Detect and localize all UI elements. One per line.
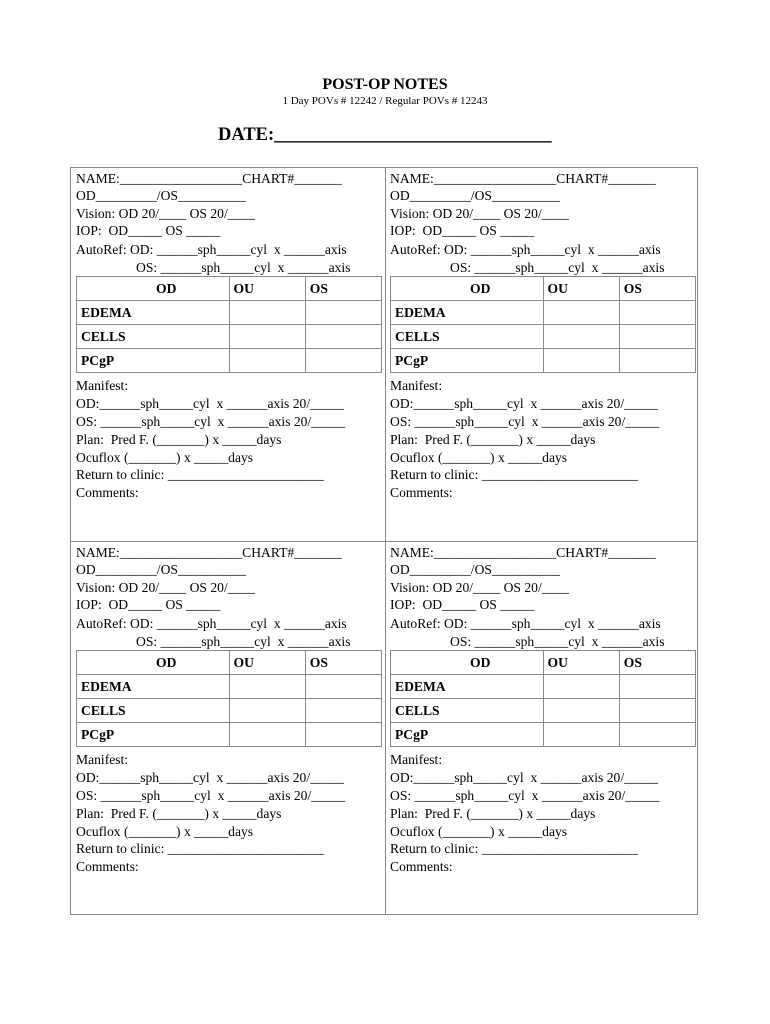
exam-table [76,276,382,373]
ocuflox-field[interactable]: Ocuflox (_______) x _____days [76,824,254,839]
table-cell[interactable] [229,723,305,747]
autoref-od-field[interactable]: AutoRef: OD: ______sph_____cyl x ______axis [390,616,661,631]
table-cell[interactable] [619,325,695,349]
iop-field[interactable]: IOP: OD_____ OS _____ [390,223,535,238]
iop-field[interactable]: IOP: OD_____ OS _____ [390,597,535,612]
table-header-os: OS [619,277,695,301]
manifest-od-field[interactable]: OD:______sph_____cyl x ______axis 20/_____ [76,396,345,411]
ocuflox-field[interactable]: Ocuflox (_______) x _____days [390,450,568,465]
table-row-label: EDEMA [391,675,544,699]
table-cell[interactable] [305,675,381,699]
vision-field[interactable]: Vision: OD 20/____ OS 20/____ [76,580,255,595]
autoref-od-field[interactable]: AutoRef: OD: ______sph_____cyl x ______axis [76,616,347,631]
table-cell[interactable] [543,349,619,373]
return-to-clinic-field[interactable]: Return to clinic: _______________________ [390,841,639,856]
table-cell[interactable] [619,699,695,723]
patient-note-section [71,168,383,540]
patient-note-section [71,542,383,914]
autoref-od-field[interactable]: AutoRef: OD: ______sph_____cyl x ______axis [390,242,661,257]
exam-table [76,650,382,747]
plan-field[interactable]: Plan: Pred F. (_______) x _____days [76,432,282,447]
table-header-ou: OU [229,651,305,675]
pov-codes: 1 Day POVs # 12242 / Regular POVs # 12243 [282,95,488,107]
manifest-od-field[interactable]: OD:______sph_____cyl x ______axis 20/_____ [76,770,345,785]
vision-field[interactable]: Vision: OD 20/____ OS 20/____ [76,206,255,221]
iop-field[interactable]: IOP: OD_____ OS _____ [76,597,221,612]
table-header-os: OS [305,651,381,675]
manifest-os-field[interactable]: OS: ______sph_____cyl x ______axis 20/_____ [390,414,660,429]
table-cell[interactable] [619,723,695,747]
comments-label[interactable]: Comments: [76,859,139,874]
ocuflox-field[interactable]: Ocuflox (_______) x _____days [390,824,568,839]
table-cell[interactable] [543,675,619,699]
od-os-field[interactable]: OD_________/OS__________ [76,562,246,577]
plan-field[interactable]: Plan: Pred F. (_______) x _____days [390,806,596,821]
table-row-label: CELLS [77,699,230,723]
table-header-od: OD [77,651,230,675]
vision-field[interactable]: Vision: OD 20/____ OS 20/____ [390,206,569,221]
table-header-od: OD [391,277,544,301]
table-row-label: EDEMA [77,301,230,325]
date-field[interactable]: DATE:______________________________ [218,125,552,145]
vision-field[interactable]: Vision: OD 20/____ OS 20/____ [390,580,569,595]
table-row-label: CELLS [391,699,544,723]
exam-table [390,650,696,747]
manifest-label: Manifest: [390,752,443,767]
od-os-field[interactable]: OD_________/OS__________ [390,188,560,203]
table-row-label: PCgP [391,723,544,747]
table-cell[interactable] [229,349,305,373]
comments-label[interactable]: Comments: [390,859,453,874]
manifest-label: Manifest: [390,378,443,393]
table-row-label: EDEMA [77,675,230,699]
patient-note-section [385,542,697,914]
manifest-os-field[interactable]: OS: ______sph_____cyl x ______axis 20/_____ [76,414,346,429]
name-chart-field[interactable]: NAME:__________________CHART#_______ [390,545,656,560]
table-row-label: CELLS [391,325,544,349]
table-row-label: PCgP [391,349,544,373]
table-cell[interactable] [543,325,619,349]
table-cell[interactable] [619,349,695,373]
table-cell[interactable] [543,723,619,747]
table-header-os: OS [619,651,695,675]
table-cell[interactable] [229,325,305,349]
table-header-os: OS [305,277,381,301]
table-cell[interactable] [305,699,381,723]
od-os-field[interactable]: OD_________/OS__________ [390,562,560,577]
autoref-os-field[interactable]: OS: ______sph_____cyl x ______axis [450,634,665,649]
table-header-od: OD [77,277,230,301]
manifest-label: Manifest: [76,752,129,767]
table-cell[interactable] [305,301,381,325]
manifest-os-field[interactable]: OS: ______sph_____cyl x ______axis 20/_____ [76,788,346,803]
plan-field[interactable]: Plan: Pred F. (_______) x _____days [390,432,596,447]
name-chart-field[interactable]: NAME:__________________CHART#_______ [390,171,656,186]
return-to-clinic-field[interactable]: Return to clinic: _______________________ [76,841,325,856]
table-row-label: PCgP [77,349,230,373]
page-title: POST-OP NOTES [322,76,448,93]
comments-label[interactable]: Comments: [76,485,139,500]
autoref-od-field[interactable]: AutoRef: OD: ______sph_____cyl x ______axis [76,242,347,257]
table-header-ou: OU [543,651,619,675]
table-cell[interactable] [305,349,381,373]
table-cell[interactable] [543,699,619,723]
ocuflox-field[interactable]: Ocuflox (_______) x _____days [76,450,254,465]
table-cell[interactable] [229,699,305,723]
table-header-od: OD [391,651,544,675]
table-row-label: PCgP [77,723,230,747]
autoref-os-field[interactable]: OS: ______sph_____cyl x ______axis [136,634,351,649]
table-cell[interactable] [619,301,695,325]
table-row-label: CELLS [77,325,230,349]
plan-field[interactable]: Plan: Pred F. (_______) x _____days [76,806,282,821]
comments-label[interactable]: Comments: [390,485,453,500]
return-to-clinic-field[interactable]: Return to clinic: _______________________ [390,467,639,482]
manifest-os-field[interactable]: OS: ______sph_____cyl x ______axis 20/_____ [390,788,660,803]
name-chart-field[interactable]: NAME:__________________CHART#_______ [76,171,342,186]
exam-table [390,276,696,373]
iop-field[interactable]: IOP: OD_____ OS _____ [76,223,221,238]
table-cell[interactable] [619,675,695,699]
table-header-ou: OU [229,277,305,301]
manifest-label: Manifest: [76,378,129,393]
table-row-label: EDEMA [391,301,544,325]
table-cell[interactable] [305,723,381,747]
table-header-ou: OU [543,277,619,301]
return-to-clinic-field[interactable]: Return to clinic: _______________________ [76,467,325,482]
name-chart-field[interactable]: NAME:__________________CHART#_______ [76,545,342,560]
autoref-os-field[interactable]: OS: ______sph_____cyl x ______axis [136,260,351,275]
table-cell[interactable] [229,675,305,699]
patient-note-section [385,168,697,540]
manifest-od-field[interactable]: OD:______sph_____cyl x ______axis 20/_____ [390,770,659,785]
autoref-os-field[interactable]: OS: ______sph_____cyl x ______axis [450,260,665,275]
table-cell[interactable] [543,301,619,325]
od-os-field[interactable]: OD_________/OS__________ [76,188,246,203]
manifest-od-field[interactable]: OD:______sph_____cyl x ______axis 20/_____ [390,396,659,411]
table-cell[interactable] [229,301,305,325]
table-cell[interactable] [305,325,381,349]
